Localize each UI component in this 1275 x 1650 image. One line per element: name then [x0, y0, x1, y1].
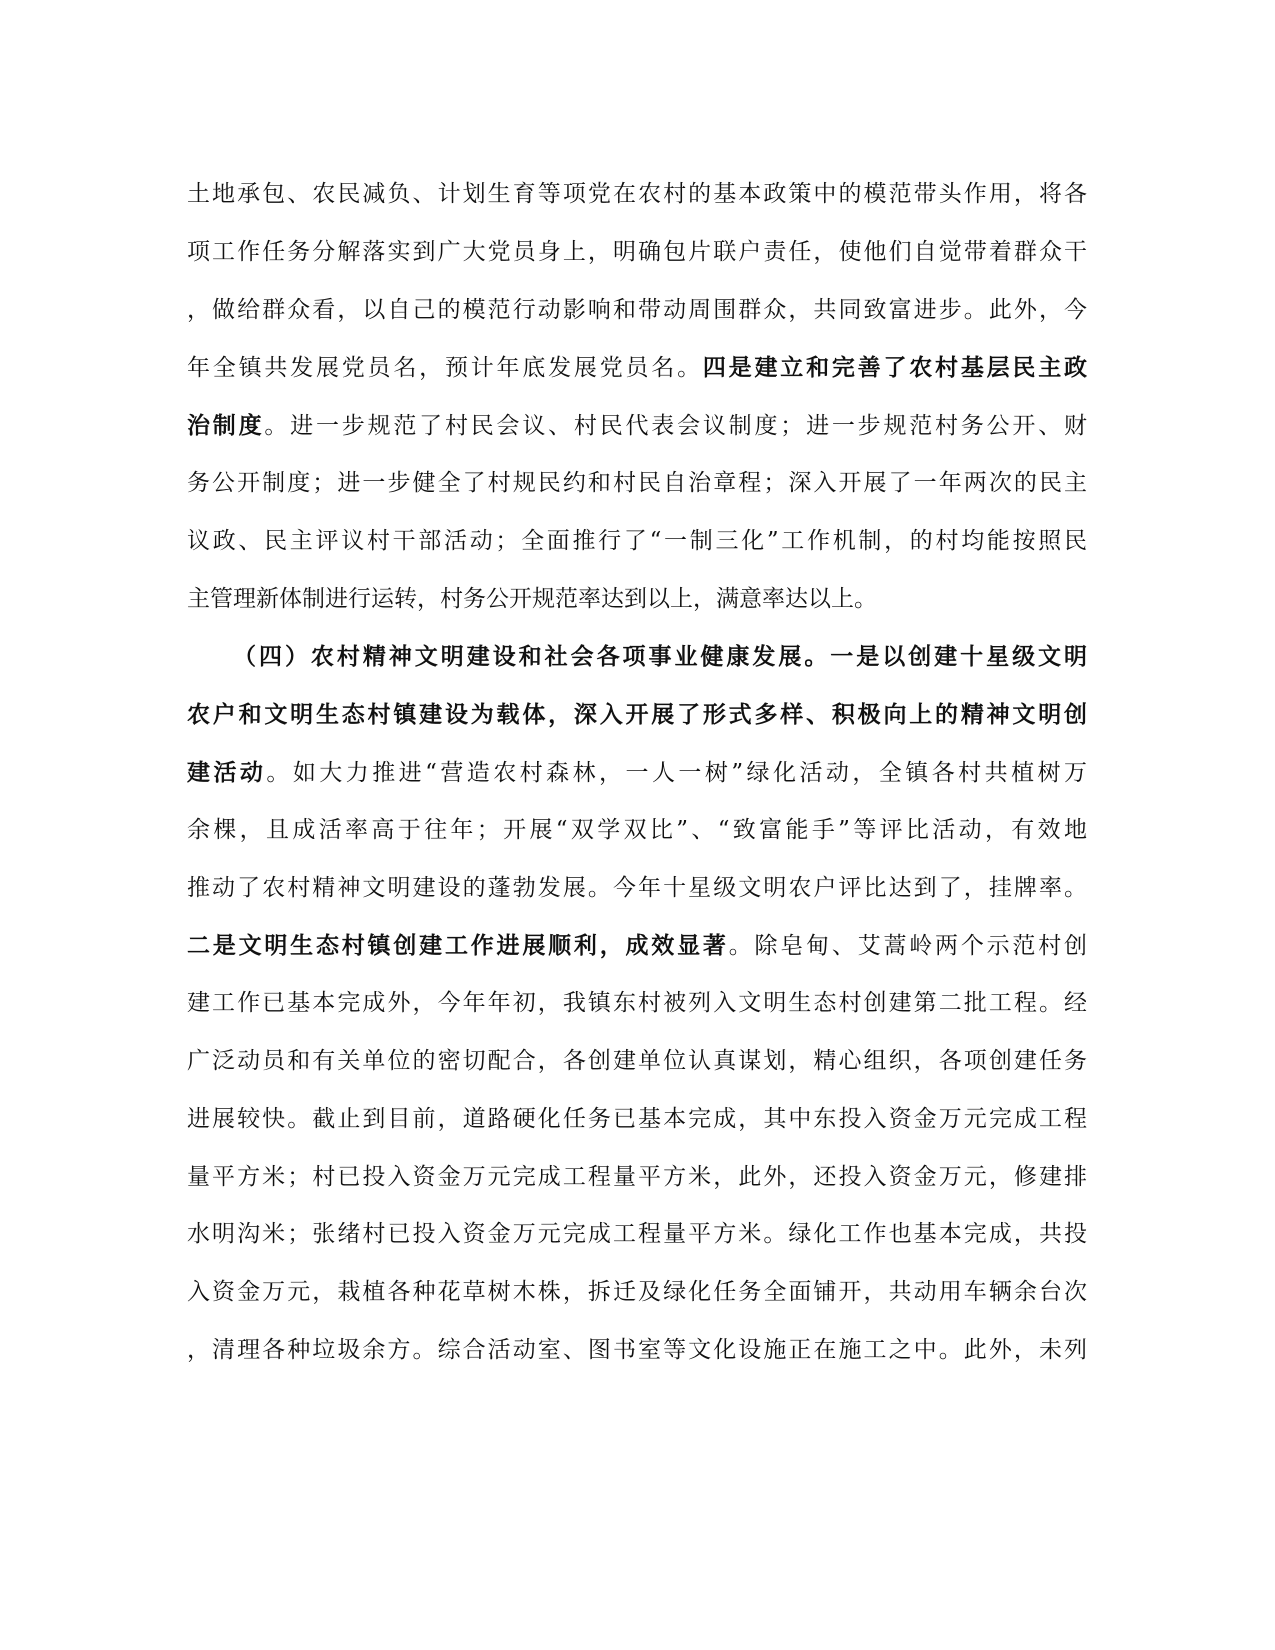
text-line	[187, 397, 1087, 455]
text-run: 量平方米；村已投入资金万元完成工程量平方米，此外，还投入资金万元，修建排	[187, 1163, 1087, 1190]
text-line	[187, 917, 1087, 975]
text-line	[187, 224, 1087, 282]
text-run: 入资金万元，栽植各种花草树木株，拆迁及绿化任务全面铺开，共动用车辆余台次	[187, 1279, 1087, 1306]
text-line	[187, 628, 1087, 686]
text-run: 。除皂甸、艾蒿岭两个示范村创	[728, 933, 1088, 960]
text-line	[187, 860, 1087, 918]
text-line	[187, 1149, 1087, 1207]
text-line	[187, 1322, 1087, 1380]
text-run: 务公开制度；进一步健全了村规民约和村民自治章程；深入开展了一年两次的民主	[187, 469, 1087, 496]
bold-text-run: 二是文明生态村镇创建工作进展顺利，成效显著	[187, 932, 729, 960]
text-run: 水明沟米；张绪村已投入资金万元完成工程量平方米。绿化工作也基本完成，共投	[187, 1221, 1087, 1248]
bold-text-run: 建活动	[187, 758, 267, 786]
text-run: 议政、民主评议村干部活动；全面推行了“一制三化”工作机制，的村均能按照民	[187, 527, 1087, 554]
bold-text-run: 四是建立和完善了农村基层民主政	[702, 354, 1088, 382]
text-line	[187, 744, 1087, 802]
text-run: 广泛动员和有关单位的密切配合，各创建单位认真谋划，精心组织，各项创建任务	[187, 1047, 1087, 1074]
text-line	[187, 166, 1087, 224]
text-line	[187, 1033, 1087, 1091]
text-run: 。如大力推进“营造农村森林，一人一树”绿化活动，全镇各村共植树万	[266, 759, 1087, 786]
text-line	[187, 1206, 1087, 1264]
text-run: 余棵，且成活率高于往年；开展“双学双比”、“致富能手”等评比活动，有效地	[187, 816, 1087, 843]
text-run: 主管理新体制进行运转，村务公开规范率达到以上，满意率达以上。	[187, 585, 877, 612]
text-run: 年全镇共发展党员名，预计年底发展党员名。	[187, 355, 703, 382]
text-run: 推动了农村精神文明建设的蓬勃发展。今年十星级文明农户评比达到了，挂牌率。	[187, 874, 1087, 901]
text-line	[187, 282, 1087, 340]
text-line	[187, 802, 1087, 860]
text-line	[187, 513, 1087, 571]
text-run: 。进一步规范了村民会议、村民代表会议制度；进一步规范村务公开、财	[264, 413, 1088, 440]
text-run: 土地承包、农民减负、计划生育等项党在农村的基本政策中的模范带头作用，将各	[187, 181, 1087, 207]
text-line	[187, 455, 1087, 513]
bold-text-run: 治制度	[187, 412, 265, 440]
text-line	[187, 975, 1087, 1033]
bold-text-run: （四）农村精神文明建设和社会各项事业健康发展。一是以创建十星级文明	[233, 643, 1087, 671]
text-run: 进展较快。截止到目前，道路硬化任务已基本完成，其中东投入资金万元完成工程	[187, 1105, 1087, 1132]
text-line	[187, 571, 1087, 629]
text-run: 建工作已基本完成外，今年年初，我镇东村被列入文明生态村创建第二批工程。经	[187, 990, 1087, 1017]
text-line	[187, 339, 1087, 397]
bold-text-run: 农户和文明生态村镇建设为载体，深入开展了形式多样、积极向上的精神文明创	[187, 701, 1087, 729]
text-line	[187, 686, 1087, 744]
text-line	[187, 1264, 1087, 1322]
text-run: ，做给群众看，以自己的模范行动影响和带动周围群众，共同致富进步。此外，今	[187, 296, 1087, 323]
text-run: 项工作任务分解落实到广大党员身上，明确包片联户责任，使他们自觉带着群众干	[187, 238, 1087, 265]
body-text	[187, 166, 1087, 1380]
text-run: ，清理各种垃圾余方。综合活动室、图书室等文化设施正在施工之中。此外，未列	[187, 1336, 1087, 1363]
text-line	[187, 1091, 1087, 1149]
